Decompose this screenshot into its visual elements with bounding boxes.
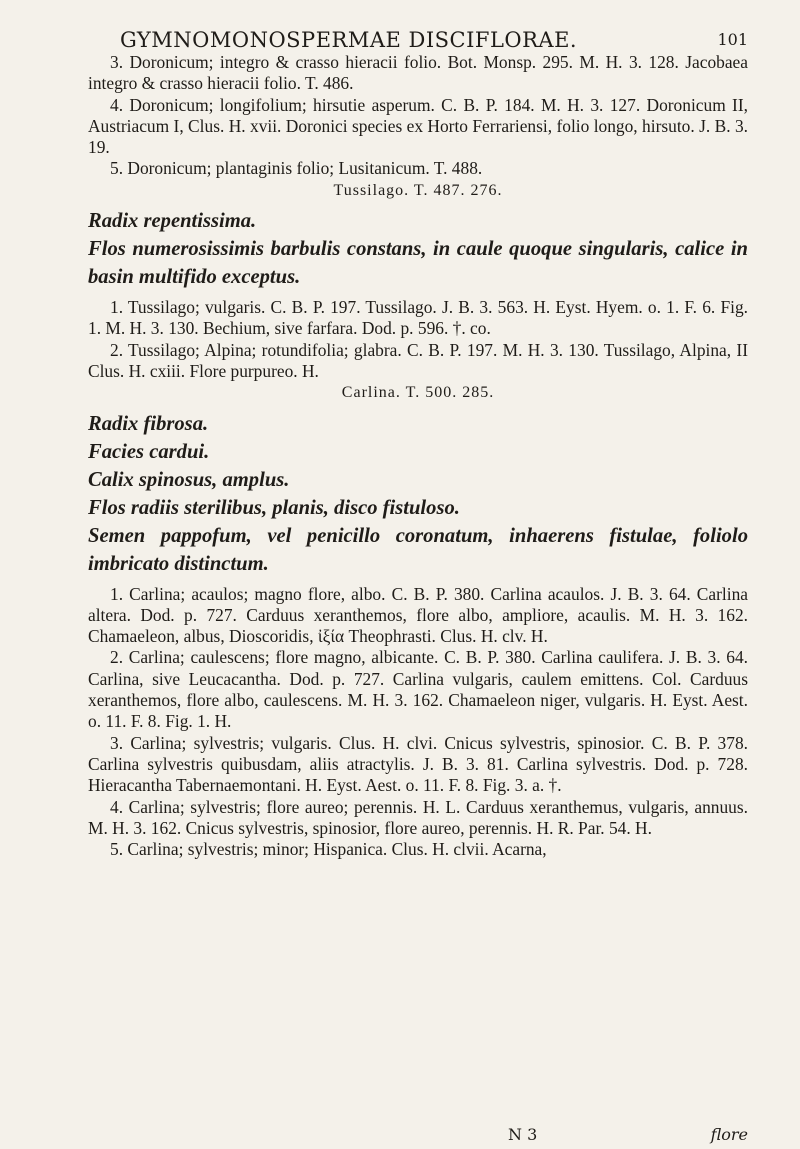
tussilago-species-1: 1. Tussilago; vulgaris. C. B. P. 197. Tussilago. J. B. 3. 563. H. Eyst. Hyem. o. 1. F. 6. Fig. 1. M. H. 3. 130. Bechium, sive farfara. Dod. p. 596. †. co. [88, 297, 748, 339]
carlina-species-5: 5. Carlina; sylvestris; minor; Hispanica. Clus. H. clvii. Acarna, [110, 839, 547, 860]
carlina-character-flos: Flos radiis sterilibus, planis, disco fistuloso. [88, 496, 460, 519]
running-head: GYMNOMONOSPERMAE DISCIFLORAE. [120, 28, 578, 52]
carlina-heading: Carlina. T. 500. 285. [341, 384, 495, 402]
doronicum-species-5: 5. Doronicum; plantaginis folio; Lusitanicum. T. 488. [110, 158, 483, 179]
carlina-character-semen: Semen pappofum, vel penicillo coronatum, inhaerens fistulae, foliolo imbricato distinctum. [88, 524, 748, 575]
carlina-character-calix: Calix spinosus, amplus. [88, 468, 290, 491]
signature-mark: N 3 [508, 1125, 538, 1144]
page-body [88, 52, 748, 860]
doronicum-species-3: 3. Doronicum; integro & crasso hieracii folio. Bot. Monsp. 295. M. H. 3. 128. Jacobaea integro & crasso hieracii folio. T. 486. [88, 52, 748, 94]
tussilago-character-flos: Flos numerosissimis barbulis constans, in caule quoque singularis, calice in basin multifido exceptus. [88, 238, 748, 289]
carlina-species-1: 1. Carlina; acaulos; magno flore, albo. C. B. P. 380. Carlina acaulos. J. B. 3. 64. Carlina altera. Dod. p. 727. Carduus xeranthemos, flore albo, ampliore, acaulis. M. H. 3. 162. Chamaeleon, albus, Dioscoridis, ἰξία Theophrasti. Clus. H. clv. H. [88, 583, 748, 647]
catchword: flore [710, 1125, 748, 1144]
tussilago-species-2: 2. Tussilago; Alpina; rotundifolia; glabra. C. B. P. 197. M. H. 3. 130. Tussilago, Alpina, II Clus. H. cxiii. Flore purpureo. H. [88, 339, 748, 381]
carlina-character-radix: Radix fibrosa. [88, 412, 209, 435]
doronicum-species-4: 4. Doronicum; longifolium; hirsutie asperum. C. B. P. 184. M. H. 3. 127. Doronicum II, Austriacum I, Clus. H. xvii. Doronici species ex Horto Ferrariensi, folio longo, hirsuto. J. B. 3. 19. [88, 94, 748, 158]
tussilago-character-radix: Radix repentissima. [88, 210, 257, 233]
page-header [88, 18, 748, 52]
carlina-species-3: 3. Carlina; sylvestris; vulgaris. Clus. H. clvi. Cnicus sylvestris, spinosior. C. B. P. 378. Carlina sylvestris quibusdam, aliis atractylis. J. B. 3. 81. Carlina sylvestris. Dod. p. 728. Hieracantha Tabernaemontani. H. Eyst. Aest. o. 11. F. 8. Fig. 3. a. †. [88, 732, 748, 796]
carlina-species-4: 4. Carlina; sylvestris; flore aureo; perennis. H. L. Carduus xeranthemus, vulgaris, annuus. M. H. 3. 162. Cnicus sylvestris, spinosior, flore aureo, perennis. H. R. Par. 54. H. [88, 796, 748, 838]
carlina-species-2: 2. Carlina; caulescens; flore magno, albicante. C. B. P. 380. Carlina caulifera. J. B. 3. 64. Carlina, sive Leucacantha. Dod. p. 727. Carlina vulgaris, caulem emittens. Col. Carduus xeranthemos, flore albo, caulescens. M. H. 3. 162. Chamaeleon niger, vulgaris. H. Eyst. Aest. o. 11. F. 8. Fig. 1. H. [88, 647, 748, 732]
page-number: 101 [717, 30, 748, 49]
carlina-character-facies: Facies cardui. [88, 440, 210, 463]
tussilago-heading: Tussilago. T. 487. 276. [333, 181, 503, 199]
